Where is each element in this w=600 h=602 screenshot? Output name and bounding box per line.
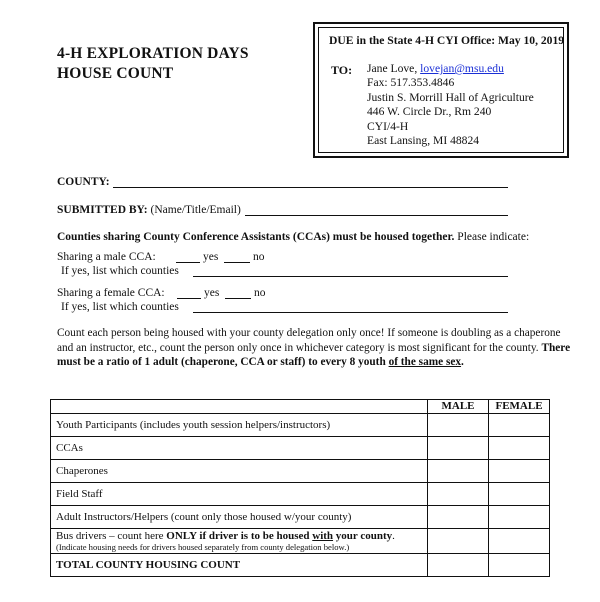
header-female: FEMALE: [489, 400, 550, 414]
row-bus-drivers-label: [51, 529, 428, 554]
header-blank-cell: [51, 400, 428, 414]
table-header-row: [51, 400, 550, 414]
female-list-label: If yes, list which counties: [61, 301, 179, 313]
male-cca-yes-blank[interactable]: [176, 262, 200, 263]
title-line-1: 4-H EXPLORATION DAYS: [57, 45, 249, 62]
table-row: [51, 437, 550, 460]
male-cca-no-blank[interactable]: [224, 262, 250, 263]
bus-text-b: ONLY if driver is to be housed: [166, 530, 313, 542]
youth-female-cell[interactable]: [489, 414, 550, 437]
housing-count-table: [50, 399, 550, 577]
address-line-2: 446 W. Circle Dr., Rm 240: [367, 105, 492, 119]
cca-heading: [57, 231, 529, 243]
title-line-2: HOUSE COUNT: [57, 65, 174, 82]
address-line-1: Justin S. Morrill Hall of Agriculture: [367, 90, 534, 104]
contact-name-line: [367, 62, 534, 76]
row-chaperones-label: Chaperones: [51, 460, 428, 483]
instructions-ratio: There must be a ratio of 1 adult (chaperone, CCA or staff) to every 8 youth: [57, 341, 571, 369]
bus-drivers-female-cell[interactable]: [489, 529, 550, 554]
bus-drivers-note: (Indicate housing needs for drivers housed separately from county delegation below.): [56, 542, 350, 552]
to-label: TO:: [331, 63, 353, 77]
contact-name: Jane Love,: [367, 62, 421, 75]
chaperones-female-cell[interactable]: [489, 460, 550, 483]
female-cca-yes: yes: [204, 287, 220, 299]
table-row: [51, 414, 550, 437]
fax-line: Fax: 517.353.4846: [367, 76, 455, 90]
adult-instructors-male-cell[interactable]: [428, 506, 489, 529]
male-counties-field[interactable]: [193, 276, 508, 277]
due-info-box-inner: [318, 27, 564, 153]
due-info-box: [313, 22, 569, 158]
bus-text-d: your county: [333, 530, 393, 542]
male-cca-yes: yes: [203, 251, 219, 263]
female-cca-no: no: [254, 287, 266, 299]
ccas-male-cell[interactable]: [428, 437, 489, 460]
female-cca-yes-blank[interactable]: [177, 298, 201, 299]
female-counties-field[interactable]: [193, 312, 508, 313]
row-ccas-label: CCAs: [51, 437, 428, 460]
due-date-line: DUE in the State 4-H CYI Office: May 10, 2019: [329, 34, 565, 47]
total-female-cell[interactable]: [489, 554, 550, 577]
submitted-by-hint: (Name/Title/Email): [147, 204, 241, 216]
instructions-paragraph: [57, 326, 577, 370]
instructions-same-sex: of the same sex: [388, 356, 462, 369]
bus-text-c: with: [312, 530, 334, 542]
cca-heading-bold: Counties sharing County Conference Assistants (CCAs) must be housed together.: [57, 231, 455, 243]
female-cca-label: Sharing a female CCA:: [57, 287, 165, 299]
county-label: COUNTY:: [57, 176, 110, 188]
male-list-label: If yes, list which counties: [61, 265, 179, 277]
row-total-label: TOTAL COUNTY HOUSING COUNT: [51, 554, 428, 577]
submitted-by-row: [57, 204, 241, 216]
submitted-by-label: SUBMITTED BY:: [57, 204, 148, 216]
row-youth-label: Youth Participants (includes youth session helpers/instructors): [51, 414, 428, 437]
table-row: [51, 554, 550, 577]
youth-male-cell[interactable]: [428, 414, 489, 437]
address-line-3: CYI/4-H: [367, 119, 409, 133]
submitted-by-field[interactable]: [245, 215, 508, 216]
table-row: [51, 483, 550, 506]
bus-drivers-male-cell[interactable]: [428, 529, 489, 554]
instructions-end: .: [461, 356, 464, 369]
adult-instructors-female-cell[interactable]: [489, 506, 550, 529]
header-male: MALE: [428, 400, 489, 414]
ccas-female-cell[interactable]: [489, 437, 550, 460]
contact-email-link[interactable]: lovejan@msu.edu: [420, 62, 504, 75]
row-adult-instructors-label: Adult Instructors/Helpers (count only those housed w/your county): [51, 506, 428, 529]
bus-text-a: Bus drivers – count here: [56, 530, 167, 542]
row-field-staff-label: Field Staff: [51, 483, 428, 506]
female-cca-no-blank[interactable]: [225, 298, 251, 299]
table-row: [51, 506, 550, 529]
chaperones-male-cell[interactable]: [428, 460, 489, 483]
cca-heading-rest: Please indicate:: [454, 231, 530, 243]
instructions-part-1: Count each person being housed with your county delegation only once! If someone is doubling as a chaperone and an instructor, etc., count the person only once in whichever category is most significant for the county.: [57, 327, 561, 354]
address-line-4: East Lansing, MI 48824: [367, 134, 480, 148]
table-row: [51, 529, 550, 554]
county-field[interactable]: [113, 187, 508, 188]
table-row: [51, 460, 550, 483]
form-title: [57, 44, 249, 84]
mailing-address: [367, 62, 534, 148]
male-cca-no: no: [253, 251, 265, 263]
field-staff-male-cell[interactable]: [428, 483, 489, 506]
male-cca-label: Sharing a male CCA:: [57, 251, 156, 263]
field-staff-female-cell[interactable]: [489, 483, 550, 506]
bus-text-e: .: [392, 530, 395, 542]
total-male-cell[interactable]: [428, 554, 489, 577]
